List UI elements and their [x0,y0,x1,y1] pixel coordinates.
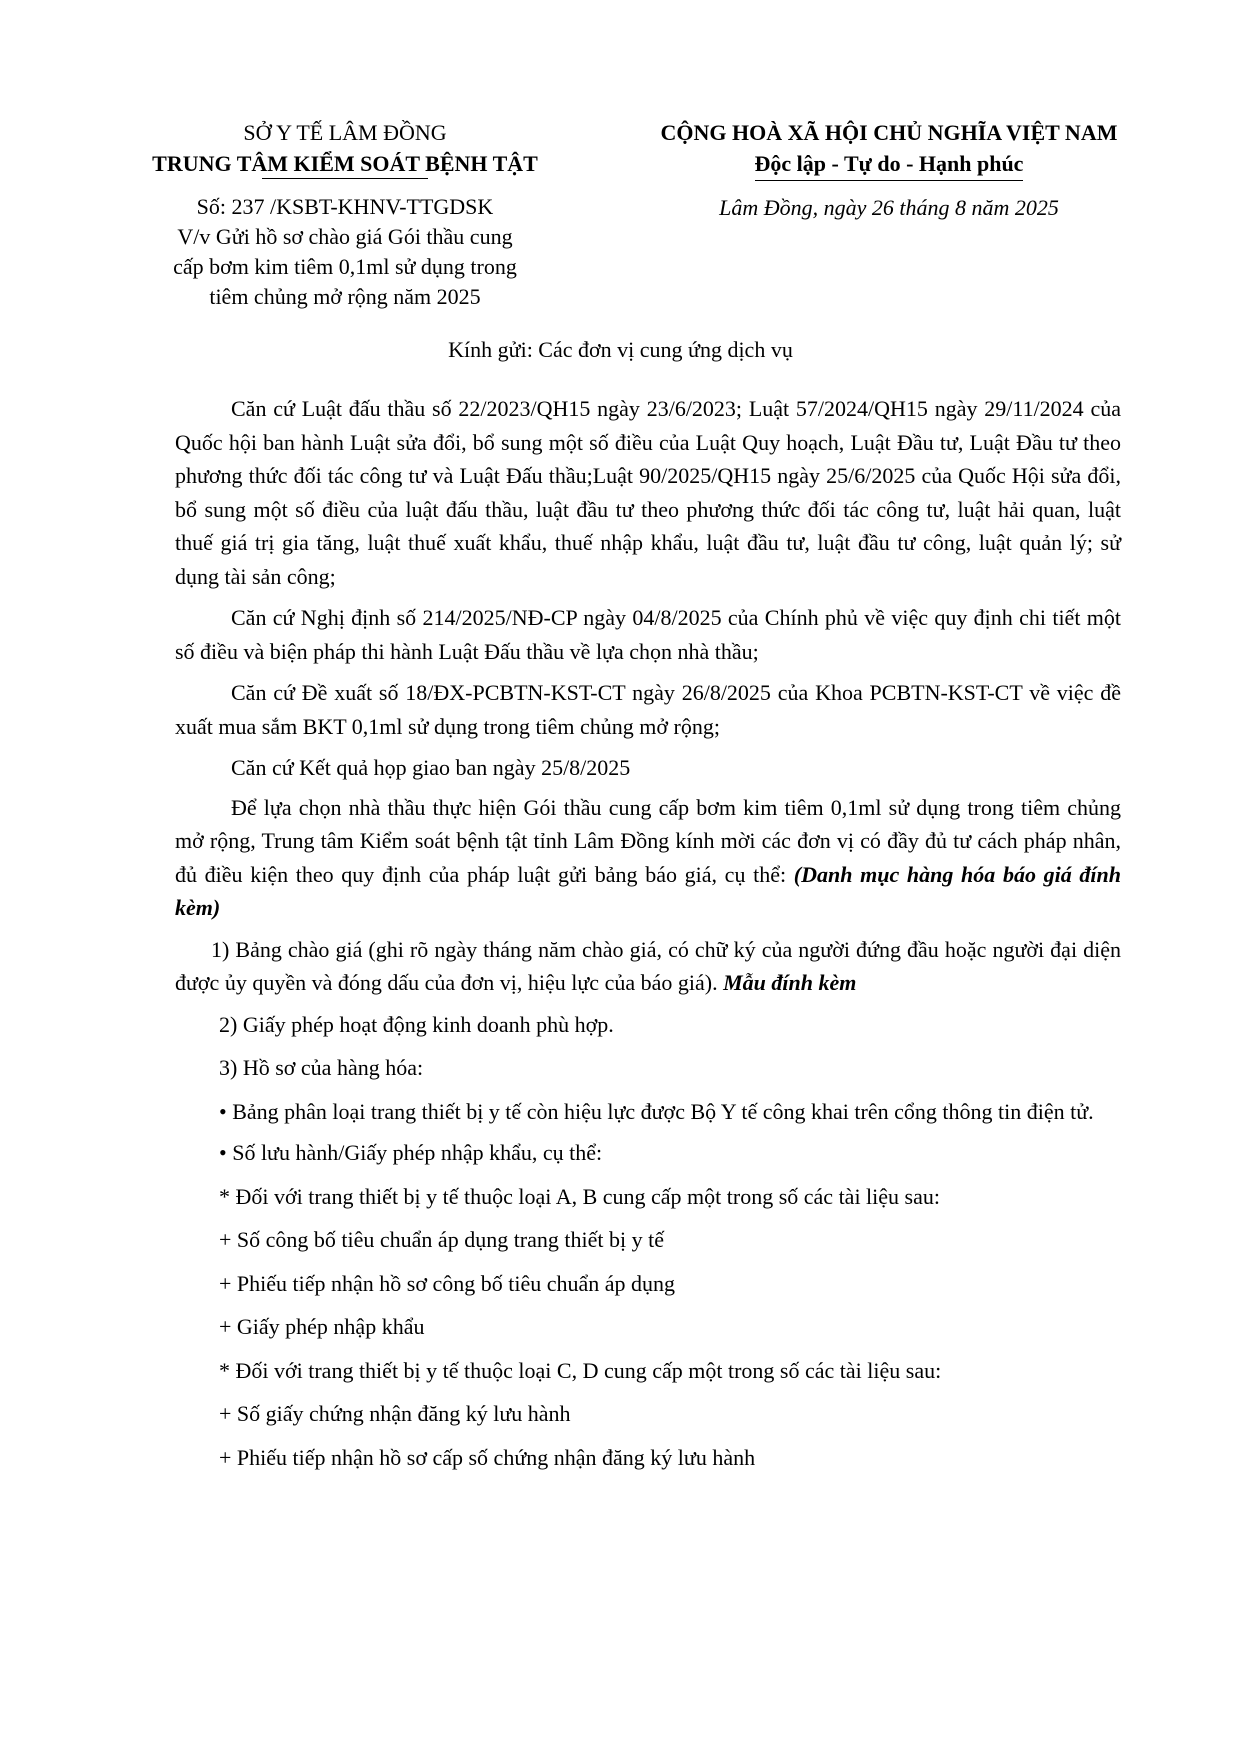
organization-name: TRUNG TÂM KIỂM SOÁT BỆNH TẬT [152,151,538,176]
requirement-item-1-text: 1) Bảng chào giá (ghi rõ ngày tháng năm chào giá, có chữ ký của người đứng đầu hoặc người đại diện được ủy quyền và đóng dấu của đơn vị, hiệu lực của báo giá). [175,936,1121,995]
basis-paragraph-3: Căn cứ Đề xuất số 18/ĐX-PCBTN-KST-CT ngày 26/8/2025 của Khoa PCBTN-KST-CT về việc đề xuất mua sắm BKT 0,1ml sử dụng trong tiêm chủng mở rộng; [175,680,1121,739]
basis-paragraph-4: Căn cứ Kết quả họp giao ban ngày 25/8/2025 [231,755,631,780]
class-cd-option-1: + Số giấy chứng nhận đăng ký lưu hành [219,1401,571,1426]
class-cd-heading: * Đối với trang thiết bị y tế thuộc loại C, D cung cấp một trong số các tài liệu sau: [219,1357,942,1383]
issue-date: Lâm Đồng, ngày 26 tháng 8 năm 2025 [719,195,1059,220]
organization-name-wrapper [152,148,538,180]
national-header-block [624,118,1154,223]
class-ab-option-2: + Phiếu tiếp nhận hồ sơ công bố tiêu chuẩn áp dụng [219,1270,676,1296]
organization-underline [262,178,428,179]
document-body [175,392,1121,1484]
basis-paragraph-1: Căn cứ Luật đấu thầu số 22/2023/QH15 ngày 23/6/2023; Luật 57/2024/QH15 ngày 29/11/2024 của Quốc hội ban hành Luật sửa đổi, bổ sung một số điều của Luật Quy hoạch, Luật Đầu tư, Luật Đầu tư theo phương thức đối tác công tư và Luật Đấu thầu;Luật 90/2025/QH15 ngày 25/6/2025 của Quốc Hội sửa đổi, bổ sung một số điều của luật đấu thầu, luật đầu tư theo phương thức đối tác công tư, luật hải quan, luật thuế giá trị gia tăng, luật thuế xuất khẩu, thuế nhập khẩu, luật đầu tư, luật đầu tư công, luật quản lý; sử dụng tài sản công; [175,396,1121,589]
goods-document-bullet-2: • Số lưu hành/Giấy phép nhập khẩu, cụ thể: [219,1140,603,1165]
invitation-paragraph [175,791,1121,925]
requirement-item-1-attachment: Mẫu đính kèm [723,970,857,995]
recipient-line: Kính gửi: Các đơn vị cung ứng dịch vụ [448,337,793,362]
national-title: CỘNG HOÀ XÃ HỘI CHỦ NGHĨA VIỆT NAM [660,120,1118,145]
parent-organization: SỞ Y TẾ LÂM ĐỒNG [243,120,447,145]
document-subject: V/v Gửi hồ sơ chào giá Gói thầu cung cấp bơm kim tiêm 0,1ml sử dụng trong tiêm chủng mở rộng năm 2025 [173,224,517,309]
basis-paragraph-2: Căn cứ Nghị định số 214/2025/NĐ-CP ngày 04/8/2025 của Chính phủ về việc quy định chi tiết một số điều và biện pháp thi hành Luật Đấu thầu về lựa chọn nhà thầu; [175,605,1121,664]
requirement-item-3: 3) Hồ sơ của hàng hóa: [219,1055,424,1080]
national-motto: Độc lập - Tự do - Hạnh phúc [755,148,1024,181]
requirement-item-1 [175,933,1121,1000]
class-ab-option-3: + Giấy phép nhập khẩu [219,1314,425,1339]
invitation-text: Để lựa chọn nhà thầu thực hiện Gói thầu cung cấp bơm kim tiêm 0,1ml sử dụng trong tiêm chủng mở rộng, Trung tâm Kiểm soát bệnh tật tỉnh Lâm Đồng kính mời các đơn vị có đầy đủ tư cách pháp nhân, đủ điều kiện theo quy định của pháp luật gửi bảng báo giá, cụ thể: [175,794,1121,887]
issuing-agency-block [120,118,570,312]
document-number: Số: 237 /KSBT-KHNV-TTGDSK [196,194,494,219]
requirement-item-2: 2) Giấy phép hoạt động kinh doanh phù hợp. [219,1011,614,1037]
goods-document-bullet-1: • Bảng phân loại trang thiết bị y tế còn hiệu lực được Bộ Y tế công khai trên cổng thông tin điện tử. [219,1098,1094,1124]
invitation-attachment-note: (Danh mục hàng hóa báo giá đính kèm) [175,861,1121,920]
class-cd-option-2: + Phiếu tiếp nhận hồ sơ cấp số chứng nhận đăng ký lưu hành [219,1444,756,1470]
class-ab-option-1: + Số công bố tiêu chuẩn áp dụng trang thiết bị y tế [219,1227,664,1252]
class-ab-heading: * Đối với trang thiết bị y tế thuộc loại A, B cung cấp một trong số các tài liệu sau: [219,1183,940,1209]
